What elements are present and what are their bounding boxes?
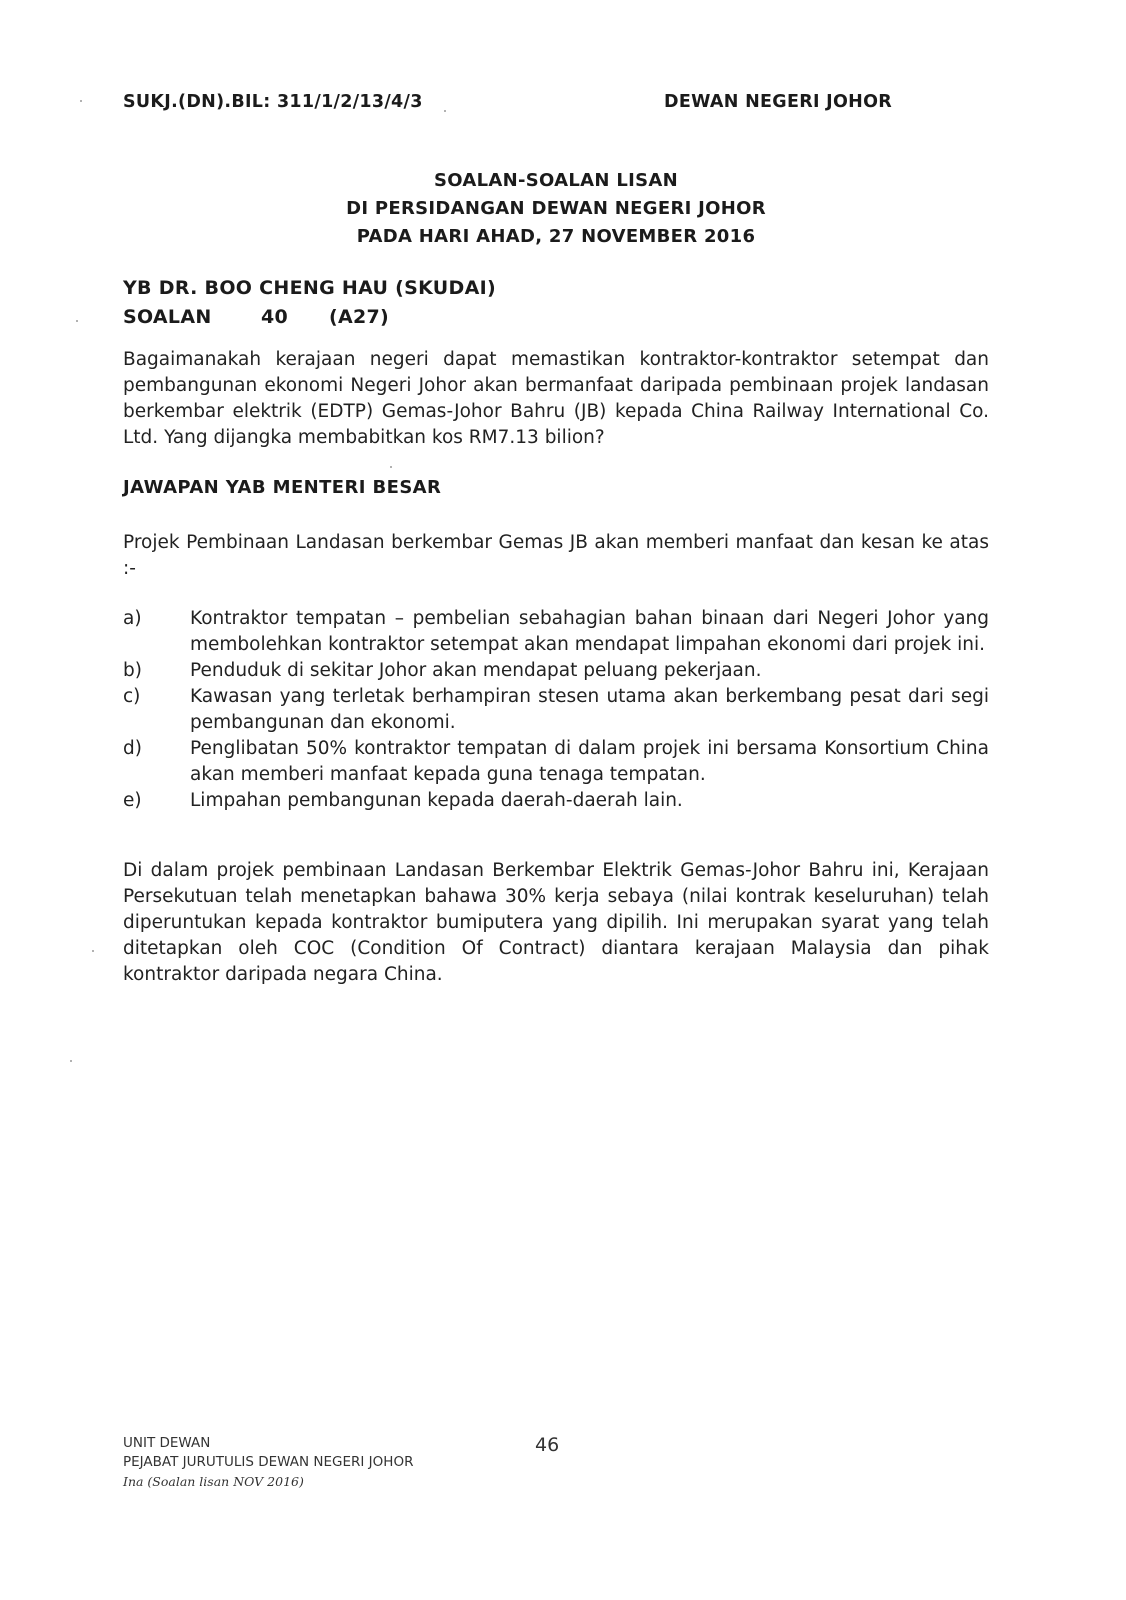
footer-reference: Ina (Soalan lisan NOV 2016) — [123, 1474, 304, 1489]
question-label: SOALAN — [123, 306, 212, 328]
question-code: (A27) — [329, 306, 390, 328]
asker-name: YB DR. BOO CHENG HAU (SKUDAI) — [123, 277, 496, 299]
list-item-text: Kawasan yang terletak berhampiran stesen utama akan berkembang pesat dari segi pembangunan dan ekonomi. — [190, 686, 989, 733]
list-item-label: b) — [123, 660, 142, 681]
answer-closing: Di dalam projek pembinaan Landasan Berkembar Elektrik Gemas-Johor Bahru ini, Kerajaan Persekutuan telah menetapkan bahawa 30% kerja sebaya (nilai kontrak keseluruhan) telah diperuntukan kepada kontraktor bumiputera yang dipilih. Ini merupakan syarat yang telah ditetapkan oleh COC (Condition Of Contract) diantara kerajaan Malaysia dan pihak kontraktor daripada negara China. — [123, 860, 989, 985]
scan-speck — [390, 466, 392, 468]
title-line-2: DI PERSIDANGAN DEWAN NEGERI JOHOR — [346, 198, 766, 219]
list-item — [123, 788, 989, 814]
list-item — [123, 606, 989, 658]
list-item-label: a) — [123, 608, 142, 629]
list-item-text: Penglibatan 50% kontraktor tempatan di dalam projek ini bersama Konsortium China akan memberi manfaat kepada guna tenaga tempatan. — [190, 738, 989, 785]
list-item-label: e) — [123, 790, 142, 811]
footer-unit: UNIT DEWAN — [123, 1435, 211, 1451]
answer-intro: Projek Pembinaan Landasan berkembar Gemas JB akan memberi manfaat dan kesan ke atas :- — [123, 532, 989, 579]
list-item — [123, 658, 989, 684]
reference-number: SUKJ.(DN).BIL: 311/1/2/13/4/3 — [123, 92, 423, 112]
scan-speck — [444, 110, 446, 112]
scan-speck — [70, 1060, 72, 1062]
asker-block — [123, 274, 496, 332]
list-item-text: Limpahan pembangunan kepada daerah-daerah lain. — [190, 790, 683, 811]
footer-office: PEJABAT JURUTULIS DEWAN NEGERI JOHOR — [123, 1454, 414, 1470]
question-line — [123, 303, 496, 332]
list-item-text: Kontraktor tempatan – pembelian sebahagian bahan binaan dari Negeri Johor yang membolehkan kontraktor setempat akan mendapat limpahan ekonomi dari projek ini. — [190, 608, 989, 655]
organisation-name: DEWAN NEGERI JOHOR — [664, 92, 893, 112]
list-item — [123, 736, 989, 788]
scan-speck — [80, 100, 82, 102]
question-text: Bagaimanakah kerajaan negeri dapat memastikan kontraktor-kontraktor setempat dan pembangunan ekonomi Negeri Johor akan bermanfaat daripada pembinaan projek landasan berkembar elektrik (EDTP) Gemas-Johor Bahru (JB) kepada China Railway International Co. Ltd. Yang dijangka membabitkan kos RM7.13 bilion? — [123, 349, 989, 448]
question-number: 40 — [261, 306, 289, 328]
title-line-3: PADA HARI AHAD, 27 NOVEMBER 2016 — [356, 226, 756, 247]
document-title — [0, 167, 1112, 251]
list-item-label: c) — [123, 686, 141, 707]
answer-list — [123, 606, 989, 814]
list-item-label: d) — [123, 738, 142, 759]
scan-speck — [92, 950, 94, 952]
answer-heading: JAWAPAN YAB MENTERI BESAR — [123, 477, 442, 498]
scan-speck — [76, 320, 78, 322]
list-item — [123, 684, 989, 736]
page-number: 46 — [535, 1434, 560, 1456]
footer-block — [123, 1434, 413, 1491]
list-item-text: Penduduk di sekitar Johor akan mendapat peluang pekerjaan. — [190, 660, 762, 681]
title-line-1: SOALAN-SOALAN LISAN — [434, 170, 678, 191]
